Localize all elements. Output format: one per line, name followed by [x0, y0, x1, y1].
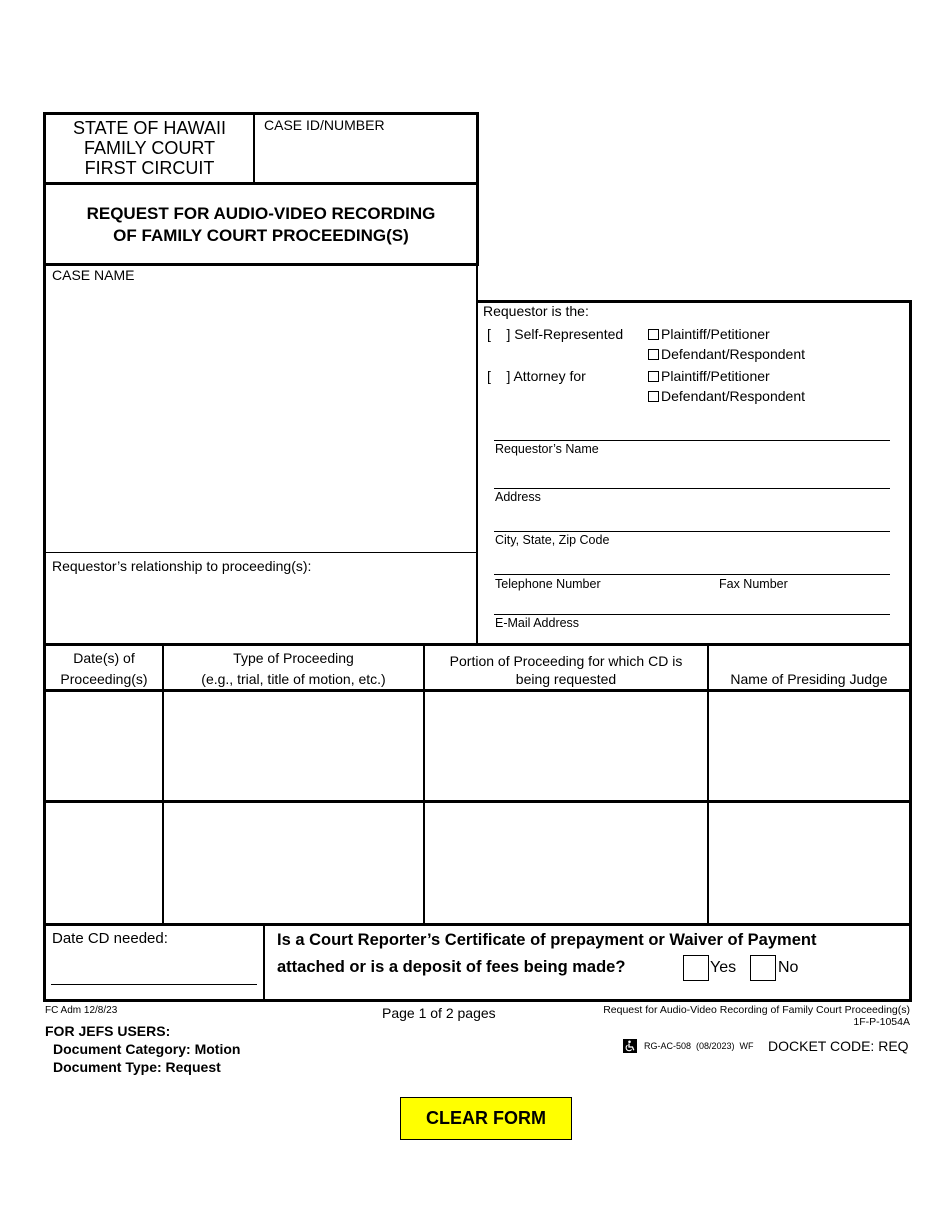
email-field[interactable]	[494, 614, 890, 615]
yes-checkbox[interactable]	[683, 955, 709, 981]
col-date-header-line2: Proceeding(s)	[60, 671, 148, 687]
page-info: Page 1 of 2 pages	[382, 1005, 496, 1021]
form-title-line2: OF FAMILY COURT PROCEEDING(S)	[113, 226, 409, 245]
telephone-label: Telephone Number	[495, 577, 601, 591]
relationship-field[interactable]	[48, 578, 472, 640]
col-type-header-line2: (e.g., trial, title of motion, etc.)	[201, 671, 386, 687]
self-rep-defendant-checkbox[interactable]	[648, 346, 805, 362]
row2-portion-cell[interactable]	[425, 803, 707, 923]
defendant-label: Defendant/Respondent	[661, 388, 805, 404]
no-label: No	[778, 959, 799, 976]
row1-date-cell[interactable]	[46, 692, 162, 800]
plaintiff-label: Plaintiff/Petitioner	[661, 326, 770, 342]
col-judge-header: Name of Presiding Judge	[730, 671, 888, 687]
date-cd-needed-field[interactable]	[51, 984, 257, 985]
docket-code: DOCKET CODE: REQ	[768, 1038, 909, 1054]
row2-date-cell[interactable]	[46, 803, 162, 923]
form-code: FC Adm 12/8/23	[45, 1005, 118, 1016]
requestor-name-field[interactable]	[494, 440, 890, 441]
payment-question-line1: Is a Court Reporter’s Certificate of prepayment or Waiver of Payment	[277, 931, 817, 949]
attorney-option[interactable]: [ ] Attorney for	[487, 368, 586, 384]
address-label: Address	[495, 490, 541, 504]
case-name-label: CASE NAME	[52, 267, 135, 283]
col-date-header-line1: Date(s) of	[73, 650, 135, 666]
plaintiff-label: Plaintiff/Petitioner	[661, 368, 770, 384]
requestor-heading: Requestor is the:	[483, 303, 589, 319]
footer-form-number: 1F-P-1054A	[853, 1016, 910, 1028]
row2-judge-cell[interactable]	[709, 803, 909, 923]
col-portion-header-line2: being requested	[515, 671, 617, 687]
case-name-field[interactable]	[48, 288, 472, 548]
case-id-label: CASE ID/NUMBER	[264, 117, 385, 133]
row1-type-cell[interactable]	[164, 692, 423, 800]
attorney-plaintiff-checkbox[interactable]	[648, 368, 770, 384]
col-portion-header-line1: Portion of Proceeding for which CD is	[449, 653, 683, 669]
form-title-line1: REQUEST FOR AUDIO-VIDEO RECORDING	[86, 204, 436, 223]
city-state-zip-field[interactable]	[494, 531, 890, 532]
document-type: Document Type: Request	[53, 1059, 221, 1075]
checkbox-icon	[648, 371, 659, 382]
fax-label: Fax Number	[719, 577, 788, 591]
self-represented-option[interactable]: [ ] Self-Represented	[487, 326, 624, 342]
checkbox-icon	[648, 391, 659, 402]
email-label: E-Mail Address	[495, 616, 580, 630]
footer-form-title: Request for Audio-Video Recording of Family Court Proceeding(s)	[603, 1004, 910, 1016]
court-name-line3: FIRST CIRCUIT	[84, 158, 215, 178]
defendant-label: Defendant/Respondent	[661, 346, 805, 362]
row1-judge-cell[interactable]	[709, 692, 909, 800]
relationship-label: Requestor’s relationship to proceeding(s):	[52, 558, 312, 574]
court-name-line2: FAMILY COURT	[83, 138, 216, 158]
jefs-heading: FOR JEFS USERS:	[45, 1023, 171, 1039]
court-name-line1: STATE OF HAWAII	[73, 118, 226, 138]
accessibility-icon	[623, 1039, 637, 1053]
yes-label: Yes	[710, 959, 737, 976]
address-field[interactable]	[494, 488, 890, 489]
requestor-name-label: Requestor’s Name	[495, 442, 599, 456]
attorney-defendant-checkbox[interactable]	[648, 388, 805, 404]
row1-portion-cell[interactable]	[425, 692, 707, 800]
city-state-zip-label: City, State, Zip Code	[495, 533, 610, 547]
telephone-fax-field[interactable]	[494, 574, 890, 575]
self-rep-plaintiff-checkbox[interactable]	[648, 326, 770, 342]
payment-question-line2: attached or is a deposit of fees being made?	[277, 958, 626, 976]
no-checkbox[interactable]	[750, 955, 776, 981]
col-type-header-line1: Type of Proceeding	[233, 650, 354, 666]
checkbox-icon	[648, 349, 659, 360]
checkbox-icon	[648, 329, 659, 340]
rg-form-code: RG-AC-508 (08/2023) WF	[644, 1041, 754, 1051]
date-cd-needed-label: Date CD needed:	[52, 930, 168, 947]
case-id-field[interactable]	[257, 136, 473, 180]
clear-form-button[interactable]: CLEAR FORM	[400, 1097, 572, 1140]
document-category: Document Category: Motion	[53, 1041, 241, 1057]
row2-type-cell[interactable]	[164, 803, 423, 923]
